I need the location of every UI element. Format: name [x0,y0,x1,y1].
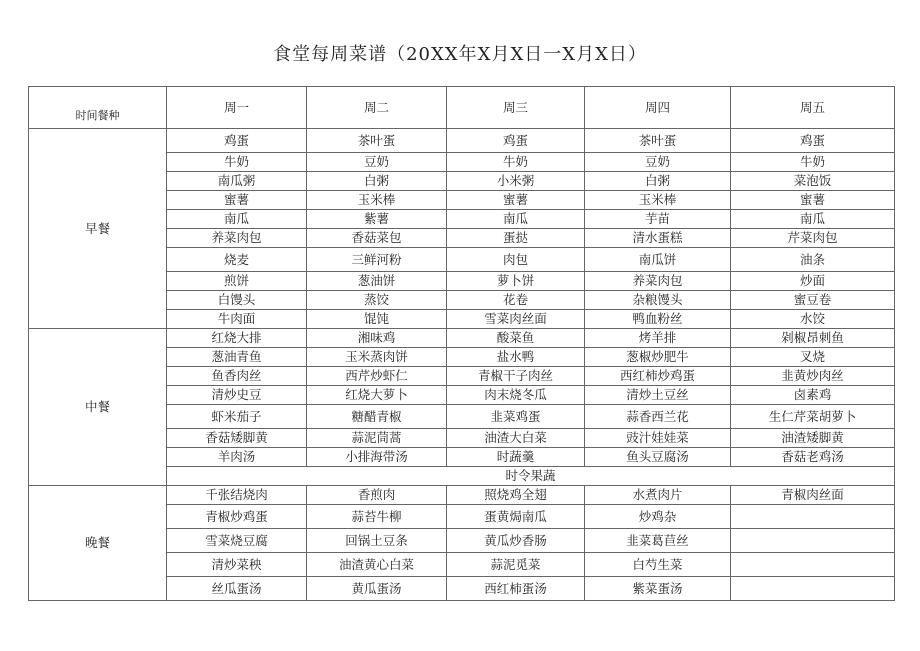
dish-cell: 牛肉面 [167,310,307,329]
seasonal-fruit-cell: 时令果蔬 [167,467,895,486]
dish-cell: 千张结烧肉 [167,486,307,505]
dish-cell: 豆奶 [307,153,447,172]
day-header: 周一 [167,87,307,129]
dish-cell [731,577,895,601]
dish-cell: 水煮肉片 [585,486,731,505]
dish-cell: 蛋黄焗南瓜 [447,505,585,529]
dish-cell: 葱椒炒肥牛 [585,348,731,367]
dish-cell: 小米粥 [447,172,585,191]
dish-cell: 香煎肉 [307,486,447,505]
dish-cell: 鸭血粉丝 [585,310,731,329]
dish-cell: 回锅土豆条 [307,529,447,553]
dish-cell: 牛奶 [731,153,895,172]
dish-cell: 养菜肉包 [585,272,731,291]
dish-cell: 青椒炒鸡蛋 [167,505,307,529]
dish-cell: 牛奶 [447,153,585,172]
dish-cell: 丝瓜蛋汤 [167,577,307,601]
dish-cell: 糖醋青椒 [307,405,447,429]
dish-cell: 玉米棒 [307,191,447,210]
dish-cell: 鸡蛋 [731,129,895,153]
dish-cell: 黄瓜蛋汤 [307,577,447,601]
dish-cell: 茶叶蛋 [307,129,447,153]
dish-cell: 叉烧 [731,348,895,367]
meal-label-lunch: 中餐 [29,329,167,486]
dish-cell: 黄瓜炒香肠 [447,529,585,553]
dish-cell: 香菇老鸡汤 [731,448,895,467]
dish-cell: 杂粮馒头 [585,291,731,310]
dish-cell [731,553,895,577]
dish-cell: 蜜豆卷 [731,291,895,310]
dish-cell: 雪菜烧豆腐 [167,529,307,553]
dish-cell: 韭黄炒肉丝 [731,367,895,386]
dish-cell: 韭菜葛苣丝 [585,529,731,553]
dish-cell: 菜泡饭 [731,172,895,191]
dish-cell: 红烧大排 [167,329,307,348]
dish-cell: 鸡蛋 [447,129,585,153]
dish-cell: 蜜薯 [447,191,585,210]
table-row [29,329,895,348]
day-header: 周四 [585,87,731,129]
dish-cell: 蜜薯 [167,191,307,210]
dish-cell: 芹菜肉包 [731,229,895,248]
dish-cell: 南瓜粥 [167,172,307,191]
dish-cell: 炒鸡杂 [585,505,731,529]
dish-cell: 油渣矮脚黄 [731,429,895,448]
dish-cell: 盐水鸭 [447,348,585,367]
dish-cell: 玉米棒 [585,191,731,210]
dish-cell: 蒸饺 [307,291,447,310]
dish-cell: 蒜香西兰花 [585,405,731,429]
dish-cell: 清水蛋糕 [585,229,731,248]
meal-label-dinner: 晚餐 [29,486,167,601]
dish-cell: 紫菜蛋汤 [585,577,731,601]
dish-cell: 豆奶 [585,153,731,172]
dish-cell: 煎饼 [167,272,307,291]
dish-cell: 青椒干子肉丝 [447,367,585,386]
dish-cell: 香菇矮脚黄 [167,429,307,448]
meal-label-breakfast: 早餐 [29,129,167,329]
dish-cell: 西红柿炒鸡蛋 [585,367,731,386]
dish-cell: 葱油饼 [307,272,447,291]
dish-cell: 剁椒昂刺鱼 [731,329,895,348]
dish-cell: 水饺 [731,310,895,329]
dish-cell [731,505,895,529]
dish-cell: 芋苗 [585,210,731,229]
dish-cell: 花卷 [447,291,585,310]
day-header: 周五 [731,87,895,129]
dish-cell: 生仁芹菜胡萝卜 [731,405,895,429]
page-title: 食堂每周菜谱（20XX年X月X日一X月X日） [273,44,647,65]
dish-cell: 清炒史豆 [167,386,307,405]
dish-cell [731,529,895,553]
dish-cell: 香菇菜包 [307,229,447,248]
dish-cell: 南瓜 [167,210,307,229]
dish-cell: 鱼香肉丝 [167,367,307,386]
dish-cell: 肉末烧冬瓜 [447,386,585,405]
weekly-menu-table [28,86,895,601]
dish-cell: 鸡蛋 [167,129,307,153]
dish-cell: 西芹炒虾仁 [307,367,447,386]
day-header: 周三 [447,87,585,129]
dish-cell: 湘味鸡 [307,329,447,348]
dish-cell: 雪菜肉丝面 [447,310,585,329]
dish-cell: 南瓜饼 [585,248,731,272]
dish-cell: 养菜肉包 [167,229,307,248]
dish-cell: 南瓜 [731,210,895,229]
dish-cell: 蒜苔牛柳 [307,505,447,529]
dish-cell: 蛋挞 [447,229,585,248]
table-row [29,129,895,153]
dish-cell: 白馒头 [167,291,307,310]
dish-cell: 油渣大白菜 [447,429,585,448]
dish-cell: 白粥 [307,172,447,191]
dish-cell: 油条 [731,248,895,272]
dish-cell: 时蔬羹 [447,448,585,467]
header-row [29,87,895,129]
dish-cell: 牛奶 [167,153,307,172]
dish-cell: 萝卜饼 [447,272,585,291]
dish-cell: 韭菜鸡蛋 [447,405,585,429]
dish-cell: 白芍生菜 [585,553,731,577]
dish-cell: 馄饨 [307,310,447,329]
dish-cell: 鱼头豆腐汤 [585,448,731,467]
dish-cell: 蒜泥茼蒿 [307,429,447,448]
dish-cell: 油渣黄心白菜 [307,553,447,577]
dish-cell: 豉汁娃娃菜 [585,429,731,448]
dish-cell: 清炒菜秧 [167,553,307,577]
dish-cell: 羊肉汤 [167,448,307,467]
dish-cell: 三鲜河粉 [307,248,447,272]
dish-cell: 西红柿蛋汤 [447,577,585,601]
dish-cell: 玉米蒸肉饼 [307,348,447,367]
dish-cell: 紫薯 [307,210,447,229]
table-row [29,486,895,505]
day-header: 周二 [307,87,447,129]
dish-cell: 照烧鸡全翅 [447,486,585,505]
dish-cell: 葱油青鱼 [167,348,307,367]
dish-cell: 烤羊排 [585,329,731,348]
dish-cell: 卤素鸡 [731,386,895,405]
dish-cell: 虾米茄子 [167,405,307,429]
dish-cell: 肉包 [447,248,585,272]
dish-cell: 青椒肉丝面 [731,486,895,505]
dish-cell: 蒜泥觅菜 [447,553,585,577]
dish-cell: 酸菜鱼 [447,329,585,348]
dish-cell: 茶叶蛋 [585,129,731,153]
dish-cell: 红烧大萝卜 [307,386,447,405]
dish-cell: 南瓜 [447,210,585,229]
dish-cell: 蜜薯 [731,191,895,210]
dish-cell: 炒面 [731,272,895,291]
dish-cell: 白粥 [585,172,731,191]
dish-cell: 小排海带汤 [307,448,447,467]
corner-label: 时间餐种 [29,87,167,129]
dish-cell: 烧麦 [167,248,307,272]
dish-cell: 清炒土豆丝 [585,386,731,405]
